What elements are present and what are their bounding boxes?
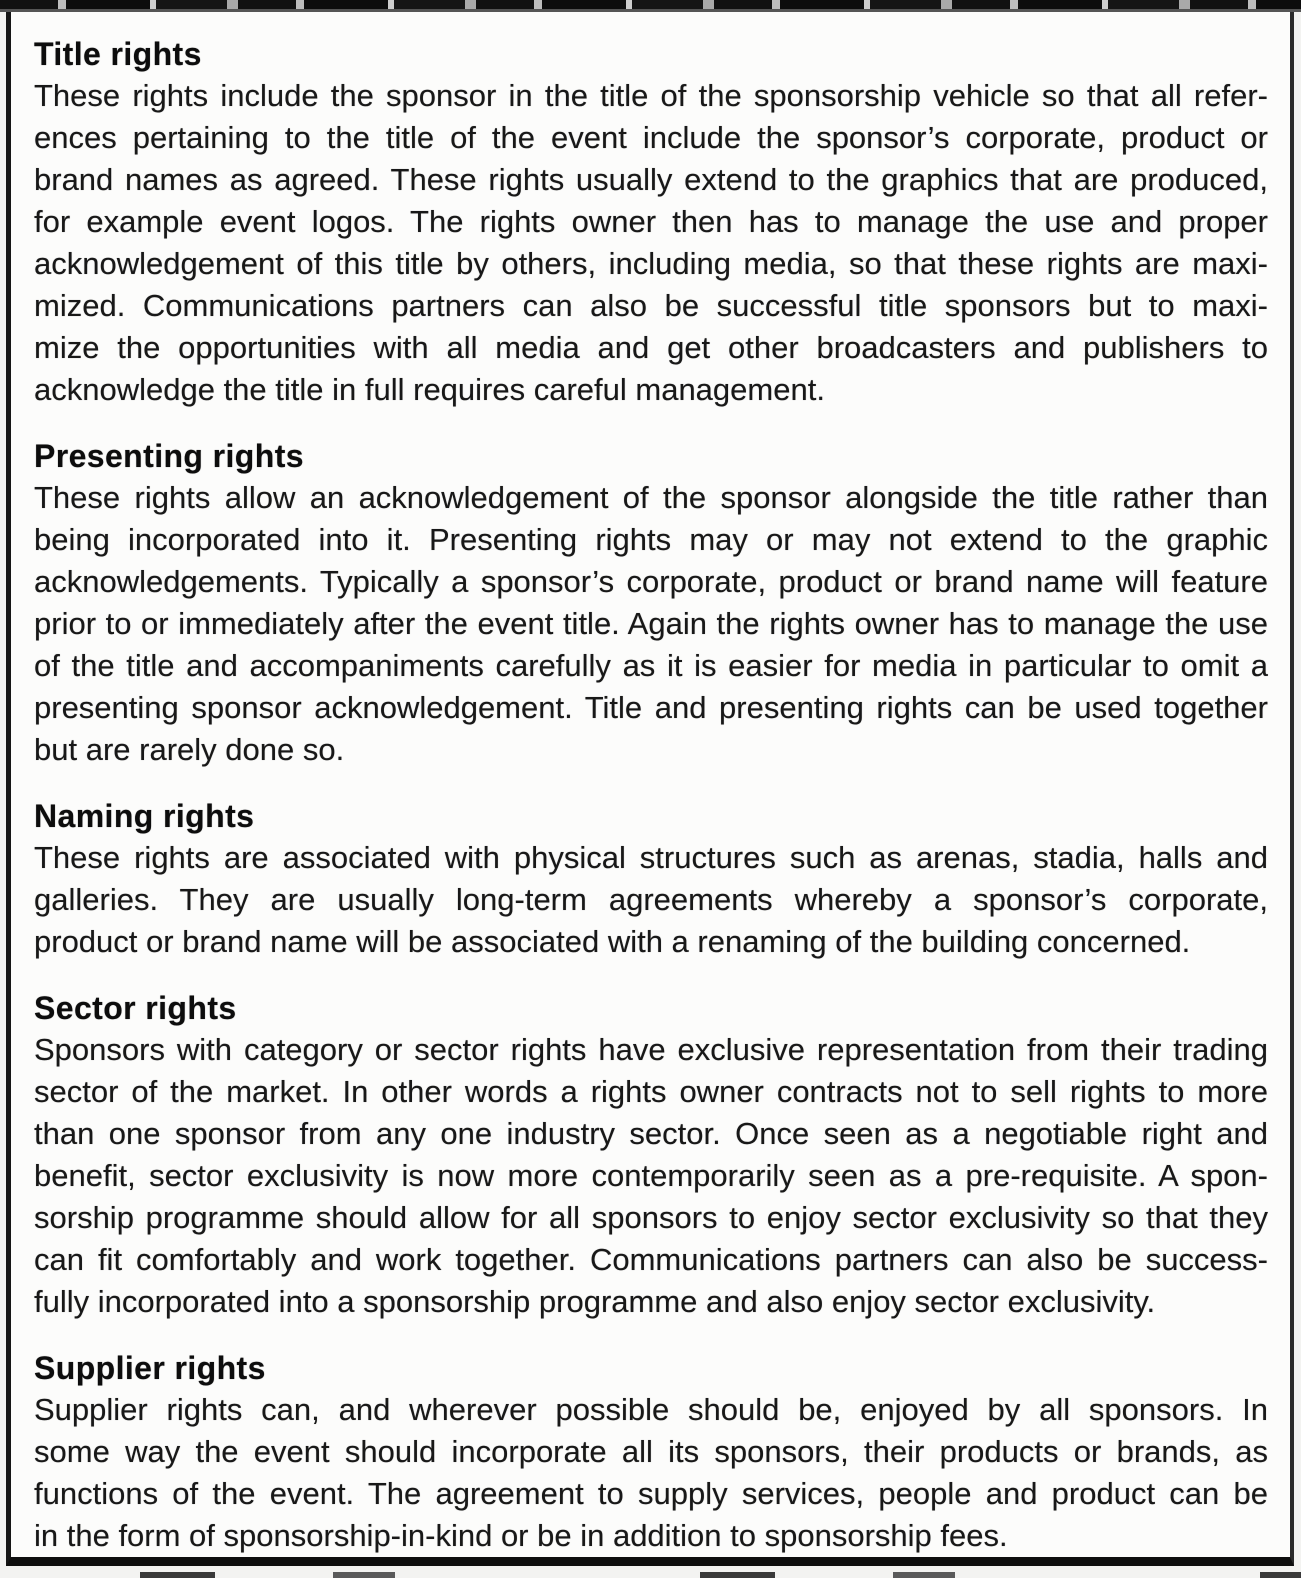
paragraph-line: in the form of sponsorship-in-kind or be in addition to sponsorship fees. (34, 1518, 1008, 1553)
paragraph-line: presenting sponsor acknowledgement. Title and presenting rights can be used together (34, 690, 1268, 725)
document-section (34, 435, 1268, 771)
document-section (34, 987, 1268, 1323)
paragraph-line: These rights are associated with physical structures such as arenas, stadia, halls and (34, 840, 1268, 875)
paragraph-line: of the title and accompaniments carefully as it is easier for media in particular to omit a (34, 648, 1268, 683)
paragraph-line: fully incorporated into a sponsorship programme and also enjoy sector exclusivity. (34, 1284, 1156, 1319)
paragraph-line: benefit, sector exclusivity is now more contemporarily seen as a pre-requisite. A spon- (34, 1158, 1268, 1193)
paragraph-line: Sponsors with category or sector rights have exclusive representation from their trading (34, 1032, 1268, 1067)
section-heading: Naming rights (34, 798, 255, 834)
scan-artifact-bottom-edge (0, 1572, 1301, 1578)
section-heading: Title rights (34, 36, 202, 72)
paragraph-line: functions of the event. The agreement to supply services, people and product can be (34, 1476, 1268, 1511)
section-heading: Supplier rights (34, 1350, 266, 1386)
paragraph-line: acknowledge the title in full requires careful management. (34, 372, 825, 407)
paragraph-line: some way the event should incorporate all its sponsors, their products or brands, as (34, 1434, 1268, 1469)
paragraph-line: sorship programme should allow for all sponsors to enjoy sector exclusivity so that they (34, 1200, 1268, 1235)
paragraph-line: These rights include the sponsor in the title of the sponsorship vehicle so that all refer- (34, 78, 1268, 113)
document-sections (34, 33, 1268, 1557)
paragraph-line: acknowledgement of this title by others, including media, so that these rights are maxi- (34, 246, 1268, 281)
section-heading: Sector rights (34, 990, 237, 1026)
paragraph-line: being incorporated into it. Presenting rights may or may not extend to the graphic (34, 522, 1268, 557)
paragraph-line: brand names as agreed. These rights usually extend to the graphics that are produced, (34, 162, 1268, 197)
paragraph-line: for example event logos. The rights owner then has to manage the use and proper (34, 204, 1268, 239)
document-section (34, 795, 1268, 963)
paragraph-line: can fit comfortably and work together. Communications partners can also be success- (34, 1242, 1268, 1277)
document-section (34, 1347, 1268, 1557)
section-heading: Presenting rights (34, 438, 304, 474)
paragraph-line: galleries. They are usually long-term agreements whereby a sponsor’s corporate, (34, 882, 1268, 917)
paragraph-line: Supplier rights can, and wherever possible should be, enjoyed by all sponsors. In (34, 1392, 1268, 1427)
paragraph-line: sector of the market. In other words a rights owner contracts not to sell rights to more (34, 1074, 1268, 1109)
paragraph-line: These rights allow an acknowledgement of the sponsor alongside the title rather than (34, 480, 1268, 515)
document-frame (6, 12, 1294, 1566)
paragraph-line: but are rarely done so. (34, 732, 345, 767)
paragraph-line: mize the opportunities with all media and get other broadcasters and publishers to (34, 330, 1268, 365)
paragraph-line: prior to or immediately after the event title. Again the rights owner has to manage the use (34, 606, 1268, 641)
paragraph-line: acknowledgements. Typically a sponsor’s corporate, product or brand name will feature (34, 564, 1268, 599)
paragraph-line: ences pertaining to the title of the event include the sponsor’s corporate, product or (34, 120, 1268, 155)
paragraph-line: mized. Communications partners can also be successful title sponsors but to maxi- (34, 288, 1268, 323)
document-section (34, 33, 1268, 411)
paragraph-line: than one sponsor from any one industry sector. Once seen as a negotiable right and (34, 1116, 1268, 1151)
paragraph-line: product or brand name will be associated with a renaming of the building concerned. (34, 924, 1191, 959)
scan-artifact-top-edge (0, 0, 1301, 12)
